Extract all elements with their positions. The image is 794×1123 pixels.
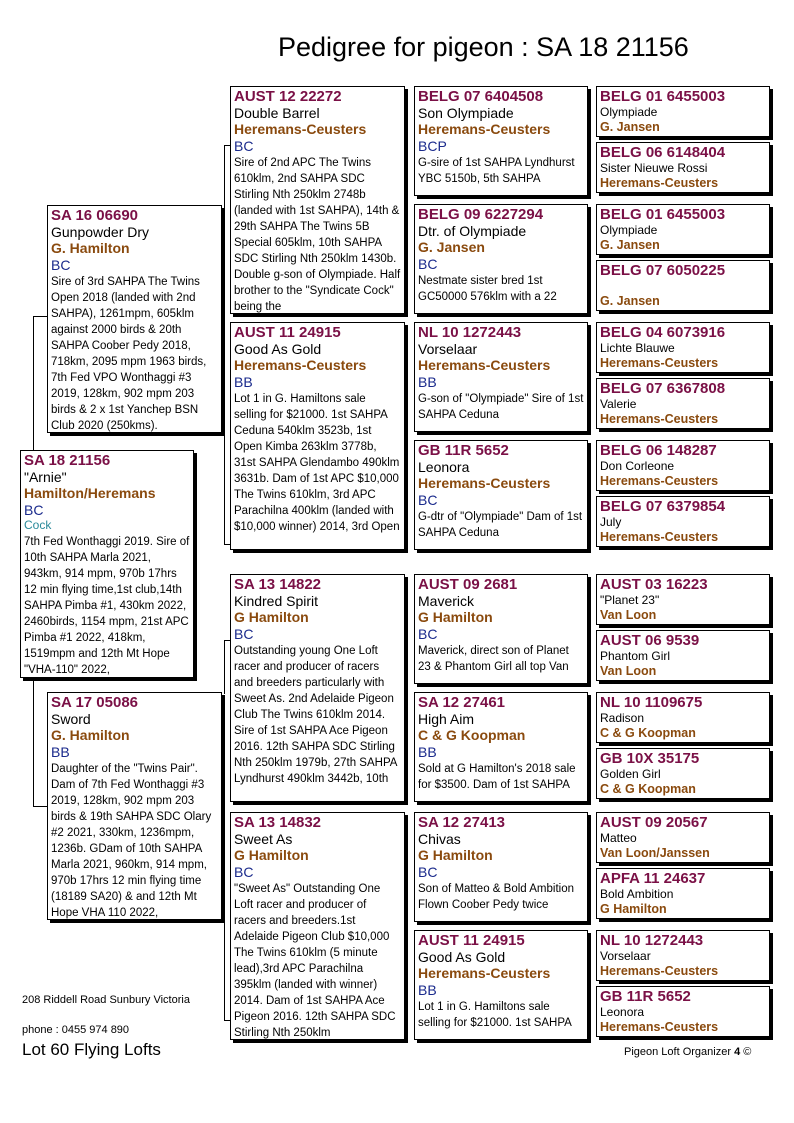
bird-color: BB <box>234 374 253 390</box>
bird-name: Sword <box>51 711 91 727</box>
bird-name: Leonora <box>418 459 470 475</box>
ring-number: AUST 11 24915 <box>418 932 525 949</box>
bird-name: Son Olympiade <box>418 105 514 121</box>
bird-name: Vorselaar <box>418 341 478 357</box>
bird-name: Olympiade <box>600 105 658 119</box>
ring-number: SA 13 14822 <box>234 576 322 593</box>
pedigree-box-gen3 <box>230 812 405 1040</box>
bird-name: Double Barrel <box>234 105 320 121</box>
breeder-name: Heremans-Ceusters <box>600 356 719 370</box>
ring-number: AUST 12 22272 <box>234 88 342 105</box>
breeder-name: Heremans-Ceusters <box>600 964 719 978</box>
bird-color: BB <box>418 744 437 760</box>
breeder-name: G. Jansen <box>418 239 485 255</box>
connector-line <box>33 806 47 807</box>
bird-notes: G-sire of 1st SAHPA Lyndhurst YBC 5150b, 5th SAHPA <box>418 157 575 185</box>
pedigree-box-gen5 <box>596 868 770 919</box>
bird-sex: Cock <box>24 518 52 532</box>
pedigree-box-gen5 <box>596 378 770 429</box>
bird-name: Bold Ambition <box>600 887 674 901</box>
bird-color: BC <box>234 864 254 880</box>
bird-color: BC <box>418 864 438 880</box>
ring-number: SA 18 21156 <box>24 452 111 469</box>
bird-name: Valerie <box>600 397 637 411</box>
bird-notes: Maverick, direct son of Planet 23 & Phantom Girl all top Van <box>418 645 569 673</box>
pedigree-box-gen5 <box>596 496 770 547</box>
bird-name: Sweet As <box>234 831 293 847</box>
ring-number: AUST 11 24915 <box>234 324 341 341</box>
breeder-name: Van Loon/Janssen <box>600 846 710 860</box>
pedigree-box-gen4 <box>414 574 588 684</box>
bird-name: Gunpowder Dry <box>51 224 150 240</box>
bird-name: Golden Girl <box>600 767 661 781</box>
ring-number: BELG 07 6050225 <box>600 262 726 279</box>
bird-name: Matteo <box>600 831 637 845</box>
ring-number: GB 11R 5652 <box>600 988 691 1005</box>
ring-number: AUST 09 2681 <box>418 576 518 593</box>
ring-number: NL 10 1272443 <box>418 324 522 341</box>
breeder-name: Van Loon <box>600 664 657 678</box>
pedigree-box-gen3 <box>230 574 405 802</box>
bird-name: Kindred Spirit <box>234 593 319 609</box>
bird-name: Vorselaar <box>600 949 651 963</box>
bird-notes: Nestmate sister bred 1st GC50000 576klm with a 22 <box>418 275 557 303</box>
breeder-name: G. Jansen <box>600 294 660 308</box>
breeder-name: Heremans-Ceusters <box>600 530 719 544</box>
breeder-name: Heremans-Ceusters <box>418 357 551 373</box>
breeder-name: Heremans-Ceusters <box>418 121 551 137</box>
breeder-name: Heremans-Ceusters <box>418 475 551 491</box>
connector-line <box>224 640 225 694</box>
ring-number: AUST 09 20567 <box>600 814 708 831</box>
ring-number: BELG 07 6379854 <box>600 498 726 515</box>
pedigree-box-dam <box>47 692 222 920</box>
connector-line <box>224 145 225 215</box>
bird-name: Good As Gold <box>418 949 506 965</box>
ring-number: AUST 03 16223 <box>600 576 708 593</box>
bird-notes: Sire of 3rd SAHPA The Twins Open 2018 (landed with 2nd SAHPA), 1261mpm, 605klm against 2000 birds & 20th SAHPA Coober Pedy 2018, 718km, 2095 mpm 1963 birds, 7th Fed VPO Wonthaggi #3 2019, 128km, 902 mpm 203 birds & 2 x 1st Yanchep BSN Club 2020 (250kms). <box>51 276 207 432</box>
bird-name <box>600 279 766 294</box>
connector-line <box>33 678 34 806</box>
bird-name: Good As Gold <box>234 341 322 357</box>
breeder-name: G Hamilton <box>418 847 493 863</box>
connector-line <box>224 434 225 544</box>
connector-line <box>33 316 47 317</box>
bird-name: "Arnie" <box>24 469 67 485</box>
bird-color: BC <box>234 626 254 642</box>
pedigree-box-gen4 <box>414 204 588 314</box>
breeder-name: Heremans-Ceusters <box>600 412 719 426</box>
ring-number: AUST 06 9539 <box>600 632 700 649</box>
breeder-name: Heremans-Ceusters <box>234 121 367 137</box>
bird-name: Sister Nieuwe Rossi <box>600 161 708 175</box>
bird-color: BC <box>234 138 254 154</box>
pedigree-box-gen3 <box>230 86 405 314</box>
footer-software <box>624 1046 751 1058</box>
breeder-name: Heremans-Ceusters <box>600 1020 719 1034</box>
pedigree-box-gen5 <box>596 630 770 681</box>
bird-color: BB <box>418 982 437 998</box>
pedigree-box-gen5 <box>596 440 770 491</box>
ring-number: SA 12 27413 <box>418 814 506 831</box>
pedigree-box-sire <box>47 205 222 433</box>
bird-color: BB <box>51 744 70 760</box>
ring-number: BELG 09 6227294 <box>418 206 544 223</box>
pedigree-box-gen4 <box>414 812 588 922</box>
ring-number: BELG 07 6367808 <box>600 380 726 397</box>
footer-phone: phone : 0455 974 890 <box>22 1024 130 1036</box>
ring-number: BELG 01 6455003 <box>600 206 726 223</box>
pedigree-box-gen5 <box>596 204 770 255</box>
bird-notes: Son of Matteo & Bold Ambition Flown Coober Pedy twice <box>418 883 574 911</box>
pedigree-box-gen5 <box>596 812 770 863</box>
bird-notes: Lot 1 in G. Hamiltons sale selling for $21000. 1st SAHPA Ceduna 540klm 3523b, 1st Open Kimba 263klm 3778b, 31st SAHPA Glendambo 490klm 3631b. Dam of 1st APC $10,000 The Twins 610klm, 3rd APC Parachilna 400klm (landed with $10,000 winner) 2014, 3rd Open <box>234 393 400 533</box>
ring-number: BELG 01 6455003 <box>600 88 726 105</box>
pedigree-box-gen4 <box>414 930 588 1040</box>
breeder-name: G Hamilton <box>600 902 667 916</box>
pedigree-box-gen5 <box>596 692 770 743</box>
breeder-name: G. Hamilton <box>51 240 130 256</box>
page-title: Pedigree for pigeon : SA 18 21156 <box>278 32 689 62</box>
bird-name: Dtr. of Olympiade <box>418 223 527 239</box>
pedigree-box-gen5 <box>596 142 770 193</box>
footer-loft-name: Lot 60 Flying Lofts <box>22 1040 161 1059</box>
connector-line <box>224 890 225 1020</box>
pedigree-box-gen5 <box>596 260 770 311</box>
ring-number: GB 10X 35175 <box>600 750 700 767</box>
ring-number: NL 10 1272443 <box>600 932 704 949</box>
software-name: Pigeon Loft Organizer <box>624 1046 732 1058</box>
ring-number: APFA 11 24637 <box>600 870 706 887</box>
breeder-name: G. Hamilton <box>51 727 130 743</box>
ring-number: BELG 06 6148404 <box>600 144 726 161</box>
copyright-icon: © <box>743 1046 752 1058</box>
software-version: 4 <box>734 1046 741 1058</box>
bird-color: BC <box>418 256 438 272</box>
ring-number: BELG 04 6073916 <box>600 324 726 341</box>
breeder-name: Heremans-Ceusters <box>418 965 551 981</box>
pedigree-box-gen4 <box>414 86 588 196</box>
bird-notes: Daughter of the "Twins Pair". Dam of 7th Fed Wonthaggi #3 2019, 128km, 902 mpm 203 birds & 19th SAHPA SDC Olary #2 2021, 330km, 1236mpm, 1236b. GDam of 10th SAHPA Marla 2021, 960km, 914 mpm, 970b 17hrs 12 min flying time (18189 SA20) & and 12th Mt Hope VHA 110 2022, <box>51 763 212 919</box>
pedigree-box-gen3 <box>230 322 405 550</box>
bird-notes: Sold at G Hamilton's 2018 sale for $3500. Dam of 1st SAHPA <box>418 763 576 791</box>
pedigree-box-gen5 <box>596 86 770 137</box>
footer-address: 208 Riddell Road Sunbury Victoria <box>22 994 190 1006</box>
pedigree-box-gen4 <box>414 440 588 550</box>
breeder-name: G Hamilton <box>234 847 309 863</box>
ring-number: SA 17 05086 <box>51 694 139 711</box>
breeder-name: G. Jansen <box>600 120 660 134</box>
breeder-name: C & G Koopman <box>600 726 696 740</box>
breeder-name: Hamilton/Heremans <box>24 485 156 501</box>
ring-number: GB 11R 5652 <box>418 442 509 459</box>
breeder-name: C & G Koopman <box>418 727 526 743</box>
bird-name: "Planet 23" <box>600 593 660 607</box>
bird-notes: "Sweet As" Outstanding One Loft racer and producer of racers and breeders.1st Adelaide Pigeon Club $10,000 The Twins 610klm (5 minute lead),3rd APC Parachilna 395klm (landed with winner) 2014. Dam of 1st SAHPA Ace Pigeon 2016. 12th SAHPA SDC Stirling Nth 250klm <box>234 883 396 1039</box>
bird-name: Lichte Blauwe <box>600 341 675 355</box>
bird-notes: 7th Fed Wonthaggi 2019. Sire of 10th SAHPA Marla 2021, 943km, 914 mpm, 970b 17hrs 12 min flying time,1st club,14th SAHPA Pimba #1, 430km 2022, 2460birds, 1154 mpm, 21st APC Pimba #1 2022, 418km, 1519mpm and 12th Mt Hope "VHA-110" 2022, <box>24 536 190 676</box>
bird-notes: Outstanding young One Loft racer and producer of racers and breeders particularly with Sweet As. 2nd Adelaide Pigeon Club The Twins 610klm 2014. Sire of 1st SAHPA Ace Pigeon 2016. 12th SAHPA SDC Stirling Nth 250klm 1979b, 27th SAHPA Lyndhurst 490klm 3442b, 10th <box>234 645 397 785</box>
ring-number: SA 13 14832 <box>234 814 322 831</box>
bird-notes: G-son of "Olympiade" Sire of 1st SAHPA Ceduna <box>418 393 584 421</box>
breeder-name: Van Loon <box>600 608 657 622</box>
bird-color: BC <box>51 257 71 273</box>
bird-color: BC <box>418 492 438 508</box>
breeder-name: G Hamilton <box>234 609 309 625</box>
bird-notes: Sire of 2nd APC The Twins 610klm, 2nd SAHPA SDC Stirling Nth 250klm 2748b (landed with 1st SAHPA), 14th & 29th SAHPA The Twins 5B Special 605klm, 10th SAHPA SDC Stirling Nth 250klm 1430b. Double g-son of Olympiade. Half brother to the "Syndicate Cock" being the <box>234 157 401 313</box>
pedigree-box-subject <box>20 450 194 678</box>
ring-number: BELG 07 6404508 <box>418 88 544 105</box>
bird-color: BC <box>418 626 438 642</box>
pedigree-box-gen4 <box>414 692 588 802</box>
pedigree-box-gen5 <box>596 322 770 373</box>
breeder-name: Heremans-Ceusters <box>600 474 719 488</box>
ring-number: NL 10 1109675 <box>600 694 703 711</box>
breeder-name: C & G Koopman <box>600 782 696 796</box>
breeder-name: Heremans-Ceusters <box>234 357 367 373</box>
ring-number: SA 12 27461 <box>418 694 506 711</box>
pedigree-box-gen5 <box>596 986 770 1037</box>
pedigree-box-gen5 <box>596 748 770 799</box>
bird-name: Phantom Girl <box>600 649 671 663</box>
bird-name: Leonora <box>600 1005 645 1019</box>
pedigree-box-gen5 <box>596 574 770 625</box>
bird-name: Chivas <box>418 831 461 847</box>
bird-color: BC <box>24 502 44 518</box>
bird-notes: Lot 1 in G. Hamiltons sale selling for $21000. 1st SAHPA <box>418 1001 572 1029</box>
ring-number: SA 16 06690 <box>51 207 139 224</box>
bird-color: BB <box>418 374 437 390</box>
bird-name: Maverick <box>418 593 475 609</box>
breeder-name: G Hamilton <box>418 609 493 625</box>
breeder-name: G. Jansen <box>600 238 660 252</box>
bird-name: July <box>600 515 622 529</box>
pedigree-box-gen5 <box>596 930 770 981</box>
bird-notes: G-dtr of "Olympiade" Dam of 1st SAHPA Ceduna <box>418 511 583 539</box>
bird-color: BCP <box>418 138 447 154</box>
connector-line <box>33 316 34 450</box>
ring-number: BELG 06 148287 <box>600 442 717 459</box>
bird-name: Olympiade <box>600 223 658 237</box>
bird-name: High Aim <box>418 711 475 727</box>
breeder-name: Heremans-Ceusters <box>600 176 719 190</box>
bird-name: Radison <box>600 711 645 725</box>
bird-name: Don Corleone <box>600 459 675 473</box>
pedigree-box-gen4 <box>414 322 588 432</box>
